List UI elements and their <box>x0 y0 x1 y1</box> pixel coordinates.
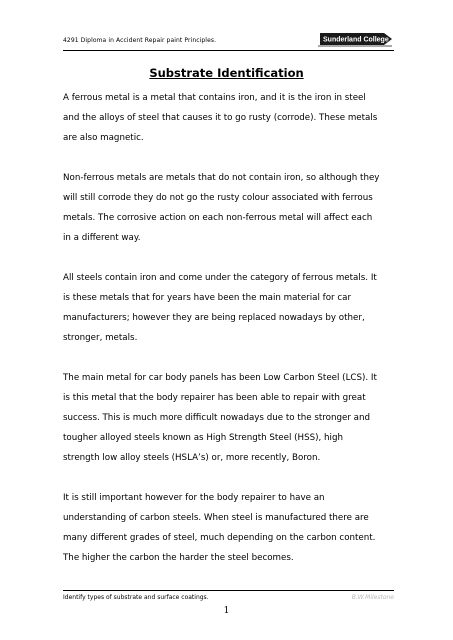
paragraph <box>63 368 398 468</box>
paragraph-line: The main metal for car body panels has been Low Carbon Steel (LCS). It <box>63 373 377 383</box>
paragraph-line: strength low alloy steels (HSLA’s) or, more recently, Boron. <box>63 453 321 463</box>
paragraph-line: success. This is much more difficult nowadays due to the stronger and <box>63 413 371 423</box>
paragraph-line: tougher alloyed steels known as High Strength Steel (HSS), high <box>63 433 343 443</box>
paragraph-line: is this metal that the body repairer has been able to repair with great <box>63 393 366 403</box>
paragraph <box>63 88 398 148</box>
footer-author: B.W.Milestone <box>351 594 394 601</box>
paragraph-line: metals. The corrosive action on each non-ferrous metal will affect each <box>63 213 373 223</box>
header-divider <box>63 50 394 51</box>
logo-text: Sunderland College <box>323 36 389 44</box>
paragraph <box>63 168 398 248</box>
paragraph-line: many different grades of steel, much depending on the carbon content. <box>63 533 376 543</box>
paragraph-line: manufacturers; however they are being replaced nowadays by other, <box>63 313 365 323</box>
paragraph-line: All steels contain iron and come under the category of ferrous metals. It <box>63 273 377 283</box>
paragraph-line: Non-ferrous metals are metals that do not contain iron, so although they <box>63 173 380 183</box>
paragraph-line: are also magnetic. <box>63 133 144 143</box>
footer-text: Identify types of substrate and surface coatings. <box>63 594 209 601</box>
paragraph-line: understanding of carbon steels. When steel is manufactured there are <box>63 513 369 523</box>
paragraph-line: will still corrode they do not go the rusty colour associated with ferrous <box>63 193 373 203</box>
footer-divider <box>63 590 394 591</box>
sunderland-college-logo <box>318 31 394 47</box>
paragraph-line: It is still important however for the body repairer to have an <box>63 493 325 503</box>
paragraph-line: The higher the carbon the harder the steel becomes. <box>63 553 294 563</box>
page-number: 1 <box>223 606 230 616</box>
paragraph-line: and the alloys of steel that causes it to go rusty (corrode). These metals <box>63 113 378 123</box>
paragraph <box>63 488 398 568</box>
paragraph <box>63 268 398 348</box>
paragraph-line: in a different way. <box>63 233 141 243</box>
page-title: Substrate Identification <box>149 66 304 80</box>
paragraph-line: stronger, metals. <box>63 333 138 343</box>
paragraph-line: A ferrous metal is a metal that contains iron, and it is the iron in steel <box>63 93 366 103</box>
paragraph-line: is these metals that for years have been the main material for car <box>63 293 352 303</box>
header-course-title: 4291 Diploma in Accident Repair paint Principles. <box>63 37 217 44</box>
body-text <box>63 88 398 588</box>
